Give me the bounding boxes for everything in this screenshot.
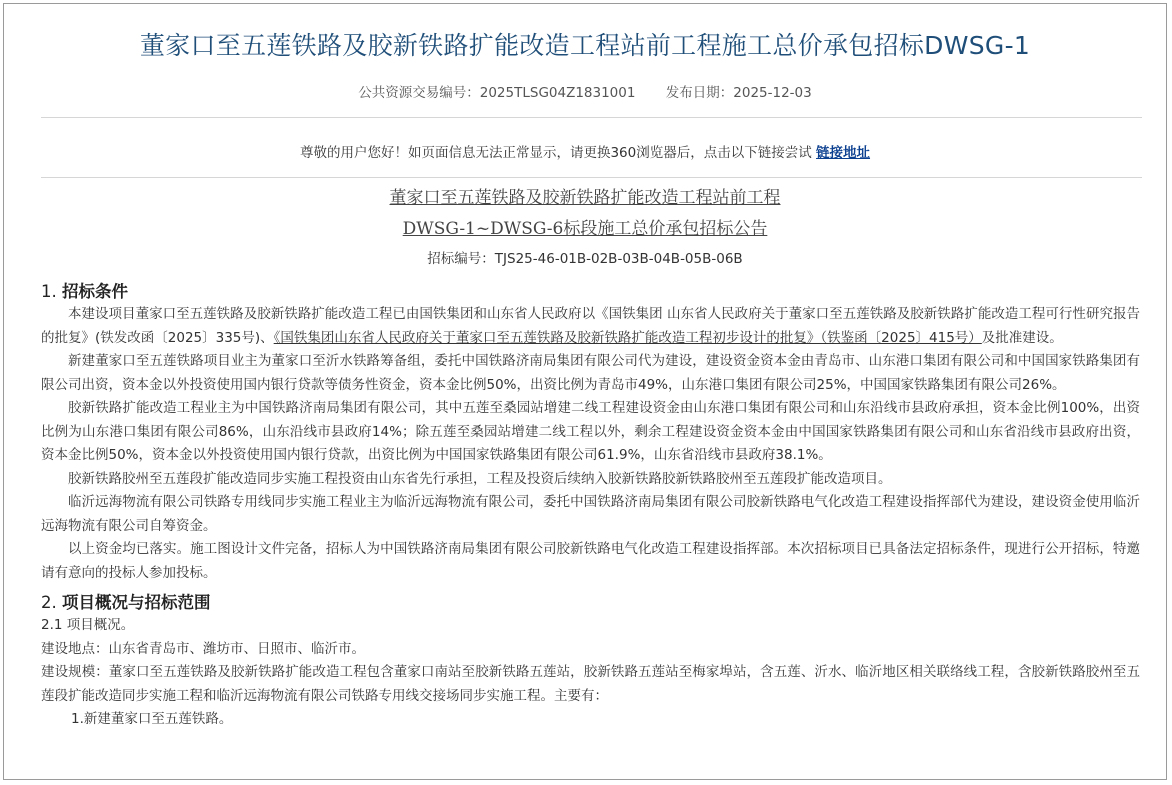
paragraph: 胶新铁路扩能改造工程业主为中国铁路济南局集团有限公司，其中五莲至桑园站增建二线工程建设资金由山东港口集团有限公司和山东沿线市县政府承担，资本金比例100%，出资比例为山东港口集团有限公司86%，山东沿线市县政府14%；除五莲至桑园站增建二线工程以外，剩余工程建设资金资本金由中国国家铁路集团有限公司和山东省沿线市县政府出资，资本金比例50%，资本金以外投资使用国内银行贷款，出资比例为中国国家铁路集团有限公司61.9%，山东省沿线市县政府38.1%。 <box>41 400 1140 463</box>
meta-line <box>4 81 1166 101</box>
paragraph: 胶新铁路胶州至五莲段扩能改造同步实施工程投资由山东省先行承担，工程及投资后续纳入胶新铁路胶新铁路胶州至五莲段扩能改造项目。 <box>68 470 892 487</box>
page-title: 董家口至五莲铁路及胶新铁路扩能改造工程站前工程施工总价承包招标DWSG-1 <box>139 31 1031 60</box>
paragraph: 本建设项目董家口至五莲铁路及胶新铁路扩能改造工程已由国铁集团和山东省人民政府以《国铁集团 山东省人民政府关于董家口至五莲铁路及胶新铁路扩能改造工程可行性研究报告的批复》(铁发改函〔2025〕335号)、《国铁集团山东省人民政府关于董家口至五莲铁路及胶新铁路扩能改造工程初步设计的批复》（铁鉴函〔2025〕415号）及批准建设。 <box>41 306 1140 346</box>
bid-number: 招标编号：TJS25-46-01B-02B-03B-04B-05B-06B <box>427 251 743 267</box>
paragraph: 临沂远海物流有限公司铁路专用线同步实施工程业主为临沂远海物流有限公司，委托中国铁路济南局集团有限公司胶新铁路电气化改造工程建设指挥部代为建设，建设资金使用临沂远海物流有限公司自筹资金。 <box>41 494 1140 534</box>
construction-location: 建设地点：山东省青岛市、潍坊市、日照市、临沂市。 <box>41 640 365 657</box>
link-address[interactable]: 链接地址 <box>816 145 871 161</box>
paragraph: 新建董家口至五莲铁路项目业主为董家口至沂水铁路筹备组，委托中国铁路济南局集团有限公司代为建设，建设资金资本金由青岛市、山东港口集团有限公司和中国国家铁路集团有限公司出资，资本金以外投资使用国内银行贷款等债务性资金，资本金比例50%，出资比例为青岛市49%，山东港口集团有限公司25%，中国国家铁路集团有限公司26%。 <box>41 353 1140 393</box>
subsection-heading: 2.1 项目概况。 <box>41 617 135 633</box>
announcement-body <box>41 281 1140 732</box>
divider <box>41 117 1142 118</box>
announcement-title-line1: 董家口至五莲铁路及胶新铁路扩能改造工程站前工程 <box>389 188 781 208</box>
trade-number: 公共资源交易编号：2025TLSG04Z1831001 <box>358 85 636 101</box>
publish-date: 发布日期：2025-12-03 <box>665 85 812 101</box>
paragraph: 以上资金均已落实。施工图设计文件完备，招标人为中国铁路济南局集团有限公司胶新铁路电气化改造工程建设指挥部。本次招标项目已具备法定招标条件，现进行公开招标，特邀请有意向的投标人参加投标。 <box>41 541 1140 581</box>
page-frame <box>3 3 1167 780</box>
notice-text: 尊敬的用户您好！如页面信息无法正常显示，请更换360浏览器后，点击以下链接尝试 <box>299 145 817 161</box>
announcement-title-line2: DWSG-1~DWSG-6标段施工总价承包招标公告 <box>402 219 768 239</box>
section-heading: 2. 项目概况与招标范围 <box>41 593 211 612</box>
divider <box>41 177 1142 178</box>
construction-scale: 建设规模：董家口至五莲铁路及胶新铁路扩能改造工程包含董家口南站至胶新铁路五莲站，胶新铁路五莲站至梅家埠站，含五莲、沂水、临沂地区相关联络线工程，含胶新铁路胶州至五莲段扩能改造同步实施工程和临沂远海物流有限公司铁路专用线交接场同步实施工程。主要有： <box>41 664 1140 704</box>
browser-notice <box>4 141 1166 161</box>
list-item: 1.新建董家口至五莲铁路。 <box>71 711 233 727</box>
section-heading: 1. 招标条件 <box>41 282 128 301</box>
